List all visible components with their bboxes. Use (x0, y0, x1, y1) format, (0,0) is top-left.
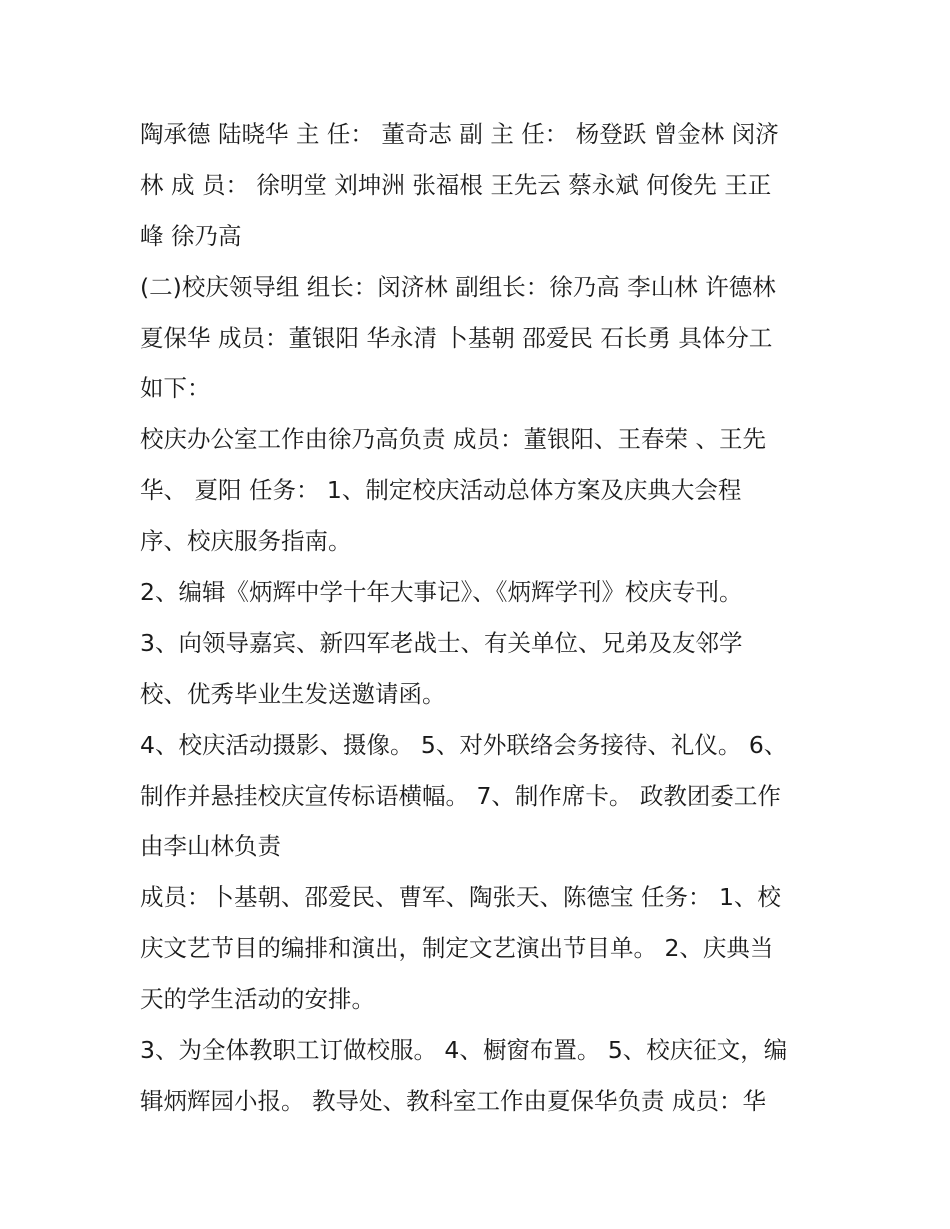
text-line: 校、优秀毕业生发送邀请函。 (140, 679, 446, 708)
text-line: 如下： (140, 374, 211, 403)
document-body (140, 109, 820, 1127)
text-line: 成员：卜基朝、邵爱民、曹军、陶张天、陈德宝 任务： 1、校 (140, 883, 781, 912)
text-line: (二)校庆领导组 组长：闵济林 副组长：徐乃高 李山林 许德林 (140, 272, 776, 301)
text-line: 序、校庆服务指南。 (140, 527, 352, 556)
text-line: 峰 徐乃高 (140, 221, 242, 250)
text-line: 4、校庆活动摄影、摄像。 5、对外联络会务接待、礼仪。 6、 (140, 730, 788, 759)
text-line: 华、 夏阳 任务： 1、制定校庆活动总体方案及庆典大会程 (140, 476, 742, 505)
text-line: 由李山林负责 (140, 832, 281, 861)
text-line: 天的学生活动的安排。 (140, 985, 375, 1014)
text-line: 陶承德 陆晓华 主 任： 董奇志 副 主 任： 杨登跃 曾金林 闵济 (140, 120, 779, 148)
text-line: 校庆办公室工作由徐乃高负责 成员：董银阳、王春荣 、王先 (140, 425, 766, 454)
text-line: 辑炳辉园小报。 教导处、教科室工作由夏保华负责 成员：华 (140, 1086, 766, 1115)
text-line: 林 成 员： 徐明堂 刘坤洲 张福根 王先云 蔡永斌 何俊先 王正 (140, 170, 772, 199)
text-line: 2、编辑《炳辉中学十年大事记》、《炳辉学刊》校庆专刊。 (140, 578, 743, 607)
text-line: 3、向领导嘉宾、新四军老战士、有关单位、兄弟及友邻学 (140, 628, 743, 657)
text-line: 制作并悬挂校庆宣传标语横幅。 7、制作席卡。 政教团委工作 (140, 781, 781, 810)
text-line: 庆文艺节目的编排和演出，制定文艺演出节目单。 2、庆典当 (140, 934, 774, 963)
text-line: 夏保华 成员：董银阳 华永清 卜基朝 邵爱民 石长勇 具体分工 (140, 323, 773, 352)
text-line: 3、为全体教职工订做校服。 4、橱窗布置。 5、校庆征文，编 (140, 1036, 788, 1065)
